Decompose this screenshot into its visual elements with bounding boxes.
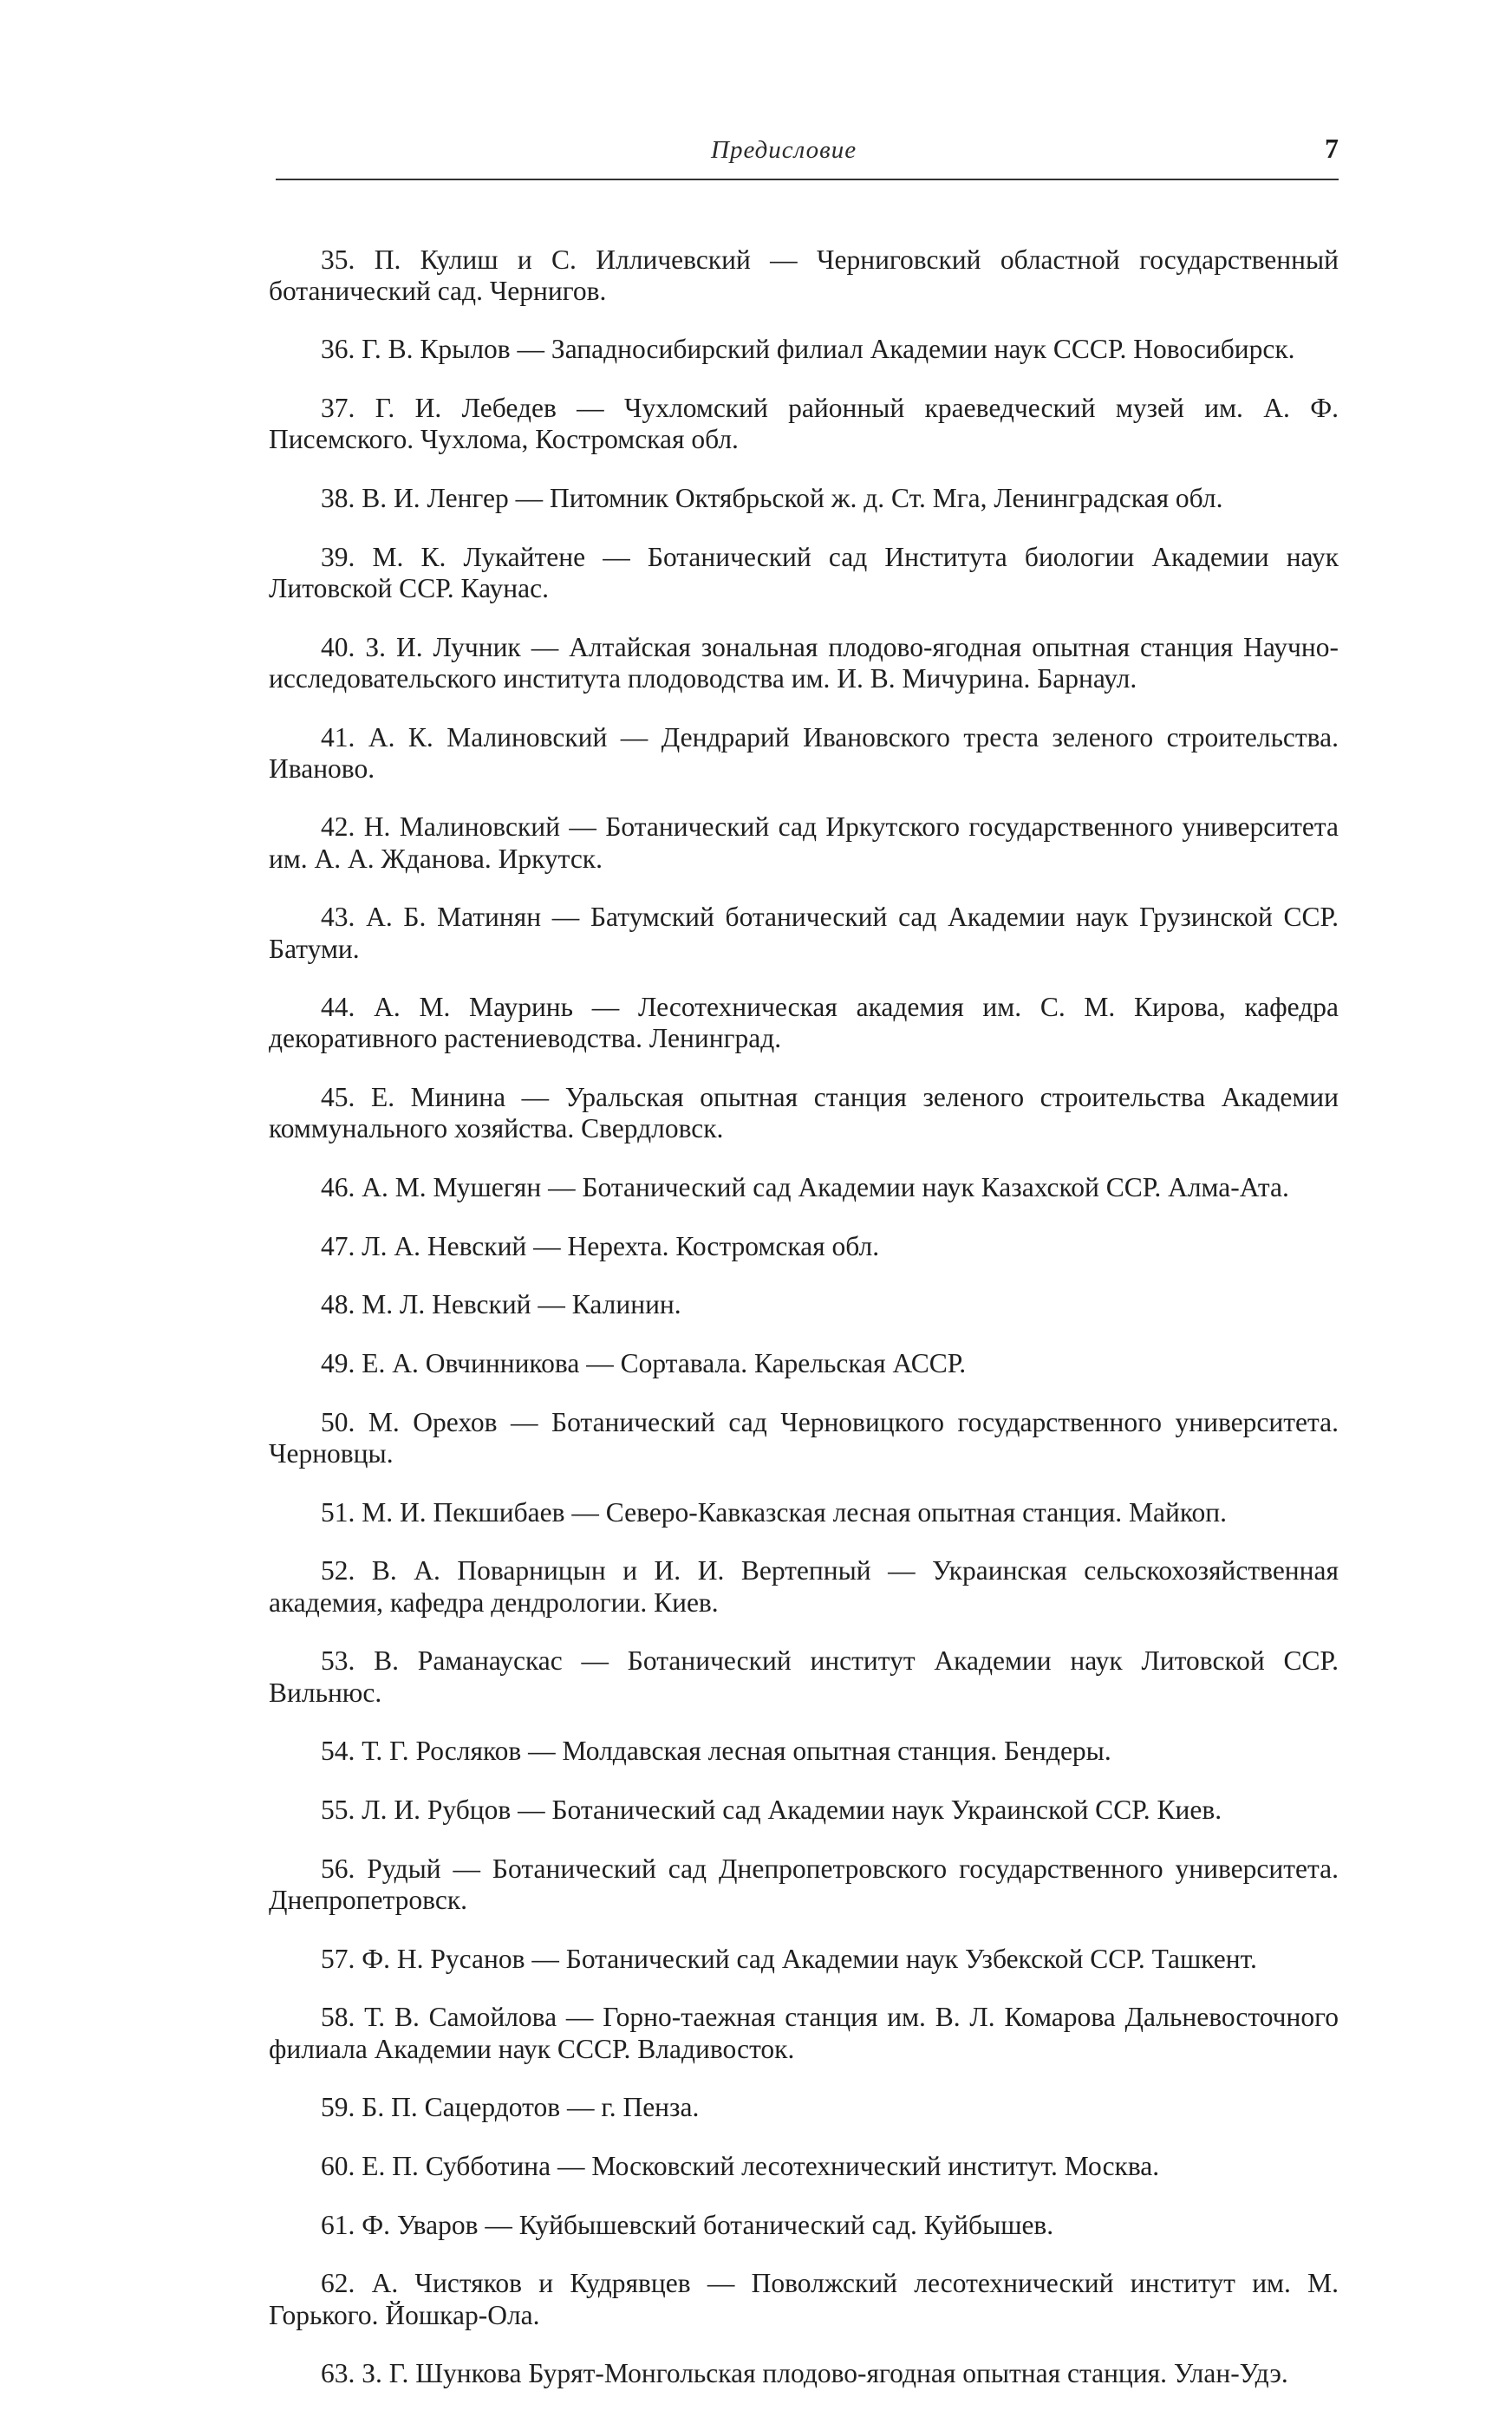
list-item: 39. М. К. Лукайтене — Ботанический сад Института биологии Академии наук Литовской ССР. Каунас. [269,541,1339,603]
page-title: Предисловие [711,136,857,164]
list-item: 44. А. М. Мауринь — Лесотехническая академия им. С. М. Кирова, кафедра декоративного растениеводства. Ленинград. [269,992,1339,1054]
list-item: 35. П. Кулиш и С. Илличевский — Черниговский областной государственный ботанический сад. Чернигов. [269,244,1339,306]
list-item: 43. А. Б. Матинян — Батумский ботанический сад Академии наук Грузинской ССР. Батуми. [269,902,1339,964]
list-item: 63. З. Г. Шункова Бурят-Монгольская плодово-ягодная опытная станция. Улан-Удэ. [321,2358,1288,2389]
header-rule [276,179,1339,180]
list-item: 62. А. Чистяков и Кудрявцев — Поволжский лесотехнический институт им. М. Горького. Йошкар-Ола. [269,2268,1339,2330]
list-item: 51. М. И. Пекшибаев — Северо-Кавказская лесная опытная станция. Майкоп. [321,1496,1228,1528]
list-item: 46. А. М. Мушегян — Ботанический сад Академии наук Казахской ССР. Алма-Ата. [321,1172,1289,1203]
entry-list [269,217,1339,2417]
list-item: 61. Ф. Уваров — Куйбышевский ботанический сад. Куйбышев. [321,2209,1054,2240]
list-item: 37. Г. И. Лебедев — Чухломский районный краеведческий музей им. А. Ф. Писемского. Чухлома, Костромская обл. [269,393,1339,455]
list-item: 49. Е. А. Овчинникова — Сортавала. Карельская АССР. [321,1348,967,1379]
list-item: 42. Н. Малиновский — Ботанический сад Иркутского государственного университета им. А. А. Жданова. Иркутск. [269,811,1339,874]
list-item: 47. Л. А. Невский — Нерехта. Костромская обл. [321,1230,880,1261]
list-item: 57. Ф. Н. Русанов — Ботанический сад Академии наук Узбекской ССР. Ташкент. [321,1943,1257,1974]
list-item: 36. Г. В. Крылов — Западносибирский филиал Академии наук СССР. Новосибирск. [321,334,1295,365]
list-item: 50. М. Орехов — Ботанический сад Черновицкого государственного университета. Черновцы. [269,1406,1339,1469]
list-item: 41. А. К. Малиновский — Дендрарий Ивановского треста зеленого строительства. Иваново. [269,721,1339,784]
page-number: 7 [1325,133,1339,164]
list-item: 38. В. И. Ленгер — Питомник Октябрьской ж. д. Ст. Мга, Ленинградская обл. [321,483,1223,514]
list-item: 54. Т. Г. Росляков — Молдавская лесная опытная станция. Бендеры. [321,1736,1111,1767]
list-item: 59. Б. П. Сацердотов — г. Пенза. [321,2092,700,2123]
list-item: 60. Е. П. Субботина — Московский лесотехнический институт. Москва. [321,2150,1160,2181]
list-item: 45. Е. Минина — Уральская опытная станция зеленого строительства Академии коммунального хозяйства. Свердловск. [269,1082,1339,1144]
list-item: 40. З. И. Лучник — Алтайская зональная плодово-ягодная опытная станция Научно-исследовательского института плодоводства им. И. В. Мичурина. Барнаул. [269,631,1339,694]
list-item: 55. Л. И. Рубцов — Ботанический сад Академии наук Украинской ССР. Киев. [321,1795,1222,1825]
list-item: 58. Т. В. Самойлова — Горно-таежная станция им. В. Л. Комарова Дальневосточного филиала Академии наук СССР. Владивосток. [269,2002,1339,2064]
list-item: 56. Рудый — Ботанический сад Днепропетровского государственного университета. Днепропетровск. [269,1853,1339,1915]
running-head [269,133,1339,173]
list-item: 48. М. Л. Невский — Калинин. [321,1289,681,1320]
list-item: 53. В. Раманаускас — Ботанический институт Академии наук Литовской ССР. Вильнюс. [269,1645,1339,1708]
list-item: 52. В. А. Поварницын и И. И. Вертепный — Украинская сельскохозяйственная академия, кафедра дендрологии. Киев. [269,1555,1339,1618]
